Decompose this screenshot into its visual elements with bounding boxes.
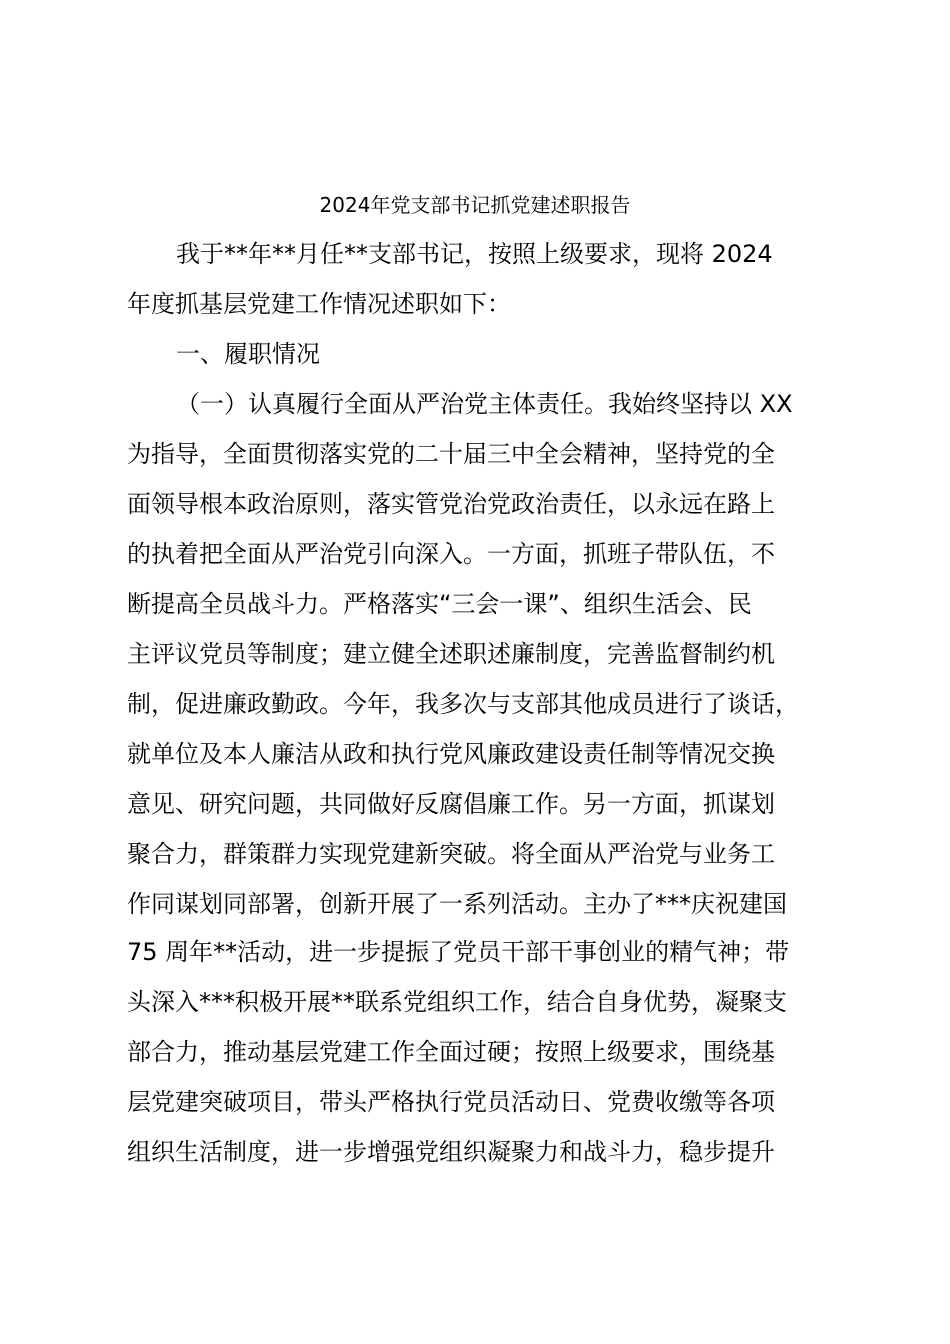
paragraph-line: 的执着把全面从严治党引向深入。一方面，抓班子带队伍，不 [127,540,775,568]
paragraph-line: 作同谋划同部署，创新开展了一系列活动。主办了***庆祝建国 [127,890,787,918]
paragraph-line: 主评议党员等制度；建立健全述职述廉制度，完善监督制约机 [127,640,775,668]
paragraph-line: 为指导，全面贯彻落实党的二十届三中全会精神，坚持党的全 [127,440,775,468]
paragraph-line: （一）认真履行全面从严治党主体责任。我始终坚持以 XX [176,390,793,418]
paragraph-line: 我于**年**月任**支部书记，按照上级要求，现将 2024 [176,240,773,268]
paragraph-line: 制，促进廉政勤政。今年，我多次与支部其他成员进行了谈话， [127,690,799,718]
paragraph-line: 聚合力，群策群力实现党建新突破。将全面从严治党与业务工 [127,840,775,868]
paragraph-line: 断提高全员战斗力。严格落实“三会一课”、组织生活会、民 [127,590,752,618]
document-title: 2024年党支部书记抓党建述职报告 [319,193,631,217]
paragraph-line: 意见、研究问题，共同做好反腐倡廉工作。另一方面，抓谋划 [127,790,775,818]
paragraph-line: 头深入***积极开展**联系党组织工作，结合自身优势，凝聚支 [127,988,787,1016]
paragraph-line: 就单位及本人廉洁从政和执行党风廉政建设责任制等情况交换 [127,740,775,768]
paragraph-line: 层党建突破项目，带头严格执行党员活动日、党费收缴等各项 [127,1088,775,1116]
paragraph-line: 年度抓基层党建工作情况述职如下： [127,290,511,318]
paragraph-line: 面领导根本政治原则，落实管党治党政治责任，以永远在路上 [127,490,775,518]
paragraph-line: 75 周年**活动，进一步提振了党员干部干事创业的精气神；带 [127,938,790,966]
paragraph-line: 部合力，推动基层党建工作全面过硬；按照上级要求，围绕基 [127,1038,775,1066]
paragraph-line: 一、履职情况 [176,340,320,368]
paragraph-line: 组织生活制度，进一步增强党组织凝聚力和战斗力，稳步提升 [127,1138,775,1166]
